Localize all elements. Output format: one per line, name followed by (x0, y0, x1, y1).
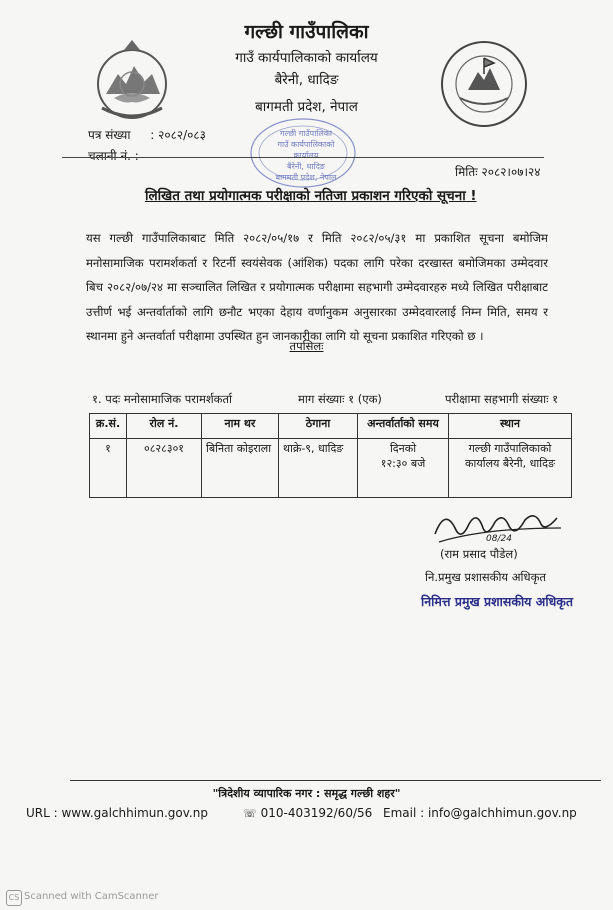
cell-venue: गल्छी गाउँपालिकाको कार्यालय बैरेनी, धादिङ (449, 439, 572, 498)
letter-no-label: पत्र संख्या (88, 128, 131, 142)
letter-no (88, 126, 206, 143)
notice-body: यस गल्छी गाउँपालिकाबाट मिति २०८२/०५/१७ र मिति २०८२/०५/३१ मा प्रकाशित सूचना बमोजिम मनोसामाजिक परामर्शकर्ता र रिटर्नी स्वयंसेवक (आंशिक) पदका लागि परेका दरखास्त बमोजिमका उम्मेदवार बिच २०८२/०७/२४ मा सञ्चालित लिखित र प्रयोगात्मक परीक्षामा सहभागी उम्मेदवारहरु मध्ये लिखित परीक्षाबाट उत्तीर्ण भई अन्तर्वार्ताको लागि छनौट भएका देहाय वर्णानुकम अनुसारका उम्मेदवारलाई निम्न मिति, समय र स्थानमा हुने अन्तर्वार्ता परीक्षामा उपस्थित हुन जानकारीका लागि यो सूचना प्रकाशित गरिएको छ । (86, 231, 548, 343)
col-serial: क्र.सं. (90, 414, 127, 439)
stamp-line3: बैरेनी, धादिङ (287, 162, 325, 171)
letter-no-value: : २०८२/०८३ (150, 128, 206, 142)
col-venue: स्थान (449, 414, 572, 439)
participants-label: परीक्षामा सहभागी संख्याः १ (445, 392, 559, 406)
details-subhead: तपसिलः (289, 339, 324, 353)
signatory-role: नि.प्रमुख प्रशासकीय अधिकृत (425, 570, 546, 584)
phone-icon: ☏ (243, 807, 257, 820)
results-table (89, 413, 572, 498)
col-roll: रोल नं. (127, 414, 202, 439)
stamp-line2: गाउँ कार्यपालिकाको कार्यालय (277, 140, 335, 160)
camscanner-watermark: Scanned with CamScanner (24, 891, 159, 902)
stamp-line1: गल्छी गाउँपालिका (279, 129, 332, 138)
cell-interview-time: दिनको १२:३० बजे (358, 439, 449, 498)
office-location: बैरेनी, धादिङ (274, 72, 339, 88)
stamp-line4: बागमती प्रदेश, नेपाल (275, 173, 337, 182)
table-header-row (90, 414, 572, 439)
footer-divider (70, 780, 601, 781)
office-name: गाउँ कार्यपालिकाको कार्यालय (235, 50, 378, 66)
signatory-name: (राम प्रसाद पौडेल) (440, 547, 518, 561)
org-name: गल्छी गाउँपालिका (244, 21, 369, 43)
header-divider (62, 157, 544, 158)
footer-email: Email : info@galchhimun.gov.np (383, 806, 577, 820)
demand-label: माग संख्याः १ (एक) (298, 392, 382, 406)
stamp-text (266, 128, 346, 183)
footer-url: URL : www.galchhimun.gov.np (26, 806, 208, 820)
col-name: नाम थर (202, 414, 279, 439)
date: मितिः २०८२।०७।२४ (455, 165, 541, 179)
signature-date: 08/24 (486, 534, 512, 544)
notice-title: लिखित तथा प्रयोगात्मक परीक्षाको नतिजा प्रकाशन गरिएको सूचना ! (145, 188, 477, 204)
camscanner-logo-icon: CS (6, 890, 22, 906)
cell-serial: १ (90, 439, 127, 498)
table-row (90, 439, 572, 498)
col-interview-time: अन्तर्वार्ताको समय (358, 414, 449, 439)
signatory-stamp: निमित्त प्रमुख प्रशासकीय अधिकृत (421, 594, 573, 609)
cell-address: थाक्रे-९, धादिङ (279, 439, 358, 498)
cell-roll: ०८२८३०१ (127, 439, 202, 498)
post-label: १. पदः मनोसामाजिक परामर्शकर्ता (92, 392, 233, 406)
province: बागमती प्रदेश, नेपाल (255, 99, 358, 115)
dispatch-no: चलानी नं. : (88, 149, 139, 163)
nepal-emblem-icon (88, 38, 176, 126)
cell-name: बिनिता कोइराला (202, 439, 279, 498)
col-address: ठेगाना (279, 414, 358, 439)
municipality-logo-icon (438, 38, 530, 130)
footer-phone (243, 806, 372, 820)
footer-motto: "त्रिदेशीय व्यापारिक नगर : समृद्ध गल्छी शहर" (212, 787, 401, 800)
phone-number: 010-403192/60/56 (260, 806, 373, 820)
